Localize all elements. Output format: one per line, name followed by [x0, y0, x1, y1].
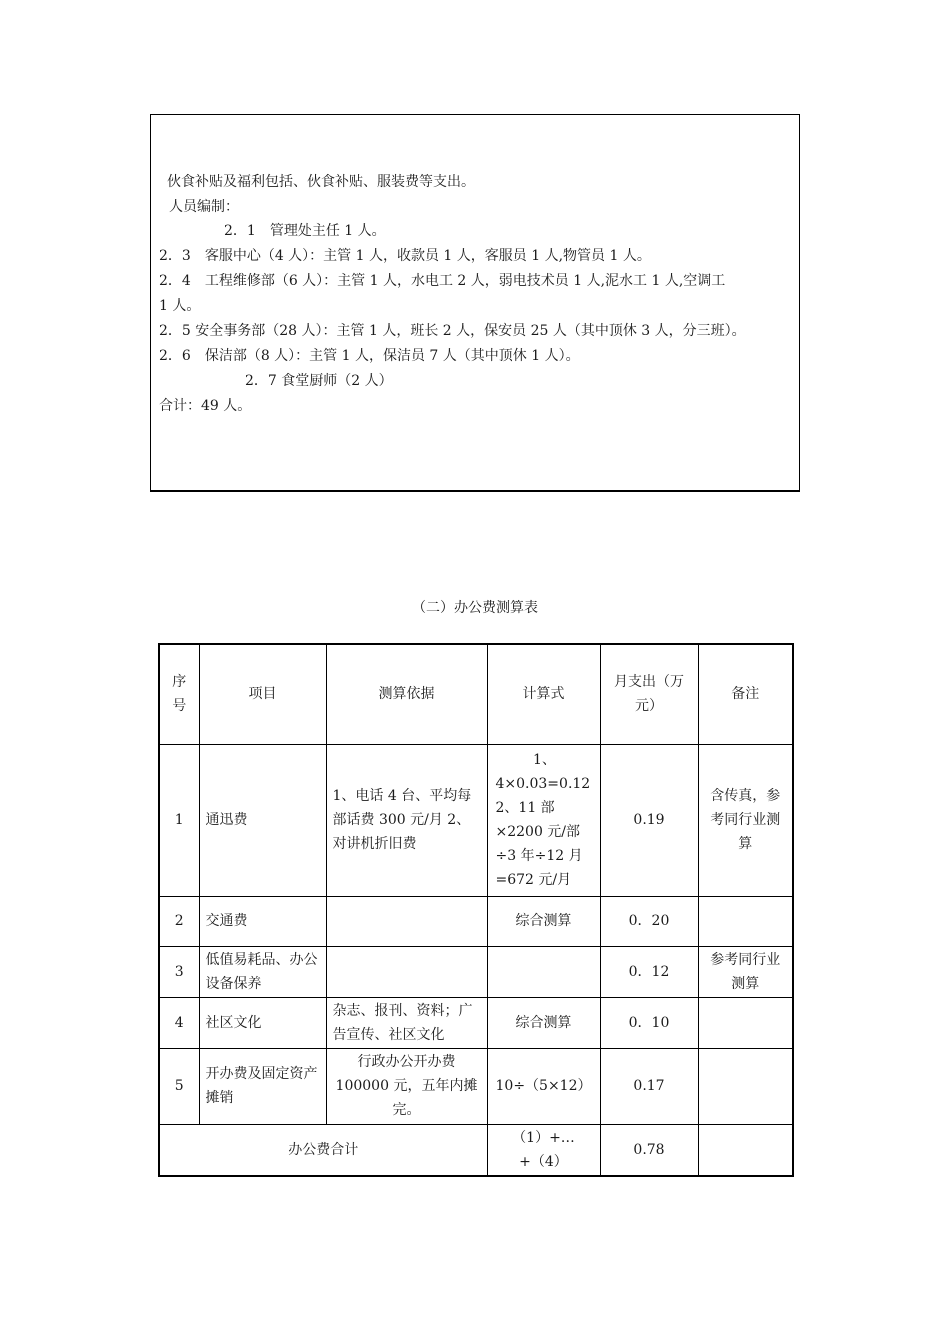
- total-label: 办公费合计: [159, 1124, 487, 1176]
- row-item: 社区文化: [199, 997, 326, 1048]
- header-basis: 测算依据: [326, 644, 487, 744]
- table-row: [159, 896, 793, 946]
- row-monthly: 0.19: [600, 744, 698, 896]
- row-monthly: 0．10: [600, 997, 698, 1048]
- staffing-box: [150, 114, 800, 492]
- office-expense-table: [158, 643, 794, 1177]
- staffing-line-1: 伙食补贴及福利包括、伙食补贴、服装费等支出。: [167, 174, 475, 190]
- staffing-line-3: 2．1 管理处主任 1 人。: [224, 223, 386, 239]
- row-item: 低值易耗品、办公设备保养: [199, 946, 326, 997]
- staffing-line-9: 2．7 食堂厨师（2 人）: [245, 373, 393, 389]
- formula-line: 1、: [533, 752, 556, 768]
- staffing-line-2: 人员编制：: [169, 199, 239, 215]
- row-formula: [487, 946, 600, 997]
- row-basis: 1、电话 4 台、平均每部话费 300 元/月 2、对讲机折旧费: [326, 744, 487, 896]
- staffing-line-6: 1 人。: [159, 298, 201, 314]
- row-seq: 5: [159, 1048, 199, 1124]
- table-total-row: [159, 1124, 793, 1176]
- row-item: 交通费: [199, 896, 326, 946]
- staffing-line-7: 2．5 安全事务部（28 人）：主管 1 人，班长 2 人，保安员 25 人（其中顶休 3 人，分三班）。: [159, 323, 746, 339]
- total-formula: （1）+…+（4）: [487, 1124, 600, 1176]
- formula-line: =672 元/月: [495, 872, 572, 888]
- table-row: [159, 997, 793, 1048]
- staffing-line-8: 2．6 保洁部（8 人）：主管 1 人，保洁员 7 人（其中顶休 1 人）。: [159, 348, 580, 364]
- row-formula: 10÷（5×12）: [487, 1048, 600, 1124]
- header-seq: 序号: [159, 644, 199, 744]
- total-note: [698, 1124, 793, 1176]
- formula-line: ×2200 元/部: [495, 824, 581, 840]
- table-header-row: [159, 644, 793, 744]
- formula-line: ÷3 年÷12 月: [495, 848, 583, 864]
- row-note: 含传真，参考同行业测算: [698, 744, 793, 896]
- row-basis: [326, 896, 487, 946]
- row-basis: [326, 946, 487, 997]
- row-formula: 综合测算: [487, 896, 600, 946]
- row-note: [698, 1048, 793, 1124]
- formula-line: 2、11 部: [495, 800, 555, 816]
- header-monthly: 月支出（万元）: [600, 644, 698, 744]
- row-seq: 3: [159, 946, 199, 997]
- row-monthly: 0.17: [600, 1048, 698, 1124]
- table-row: [159, 1048, 793, 1124]
- staffing-line-5: 2．4 工程维修部（6 人）：主管 1 人，水电工 2 人，弱电技术员 1 人,泥水工 1 人,空调工: [159, 273, 726, 289]
- header-formula: 计算式: [487, 644, 600, 744]
- total-monthly: 0.78: [600, 1124, 698, 1176]
- staffing-line-4: 2．3 客服中心（4 人）：主管 1 人，收款员 1 人，客服员 1 人,物管员 1 人。: [159, 248, 651, 264]
- row-monthly: 0．20: [600, 896, 698, 946]
- header-note: 备注: [698, 644, 793, 744]
- row-note: 参考同行业测算: [698, 946, 793, 997]
- staffing-line-10: 合计：49 人。: [159, 398, 252, 414]
- row-formula: [487, 744, 600, 896]
- row-seq: 2: [159, 896, 199, 946]
- office-table-title: （二）办公费测算表: [412, 600, 538, 616]
- table-row: [159, 744, 793, 896]
- formula-line: 4×0.03=0.12: [495, 776, 591, 792]
- row-note: [698, 997, 793, 1048]
- row-seq: 4: [159, 997, 199, 1048]
- header-item: 项目: [199, 644, 326, 744]
- row-note: [698, 896, 793, 946]
- row-monthly: 0．12: [600, 946, 698, 997]
- row-basis: 行政办公开办费 100000 元，五年内摊完。: [326, 1048, 487, 1124]
- row-basis: 杂志、报刊、资料；广告宣传、社区文化: [326, 997, 487, 1048]
- row-formula: 综合测算: [487, 997, 600, 1048]
- table-row: [159, 946, 793, 997]
- row-item: 通迅费: [199, 744, 326, 896]
- row-item: 开办费及固定资产摊销: [199, 1048, 326, 1124]
- row-seq: 1: [159, 744, 199, 896]
